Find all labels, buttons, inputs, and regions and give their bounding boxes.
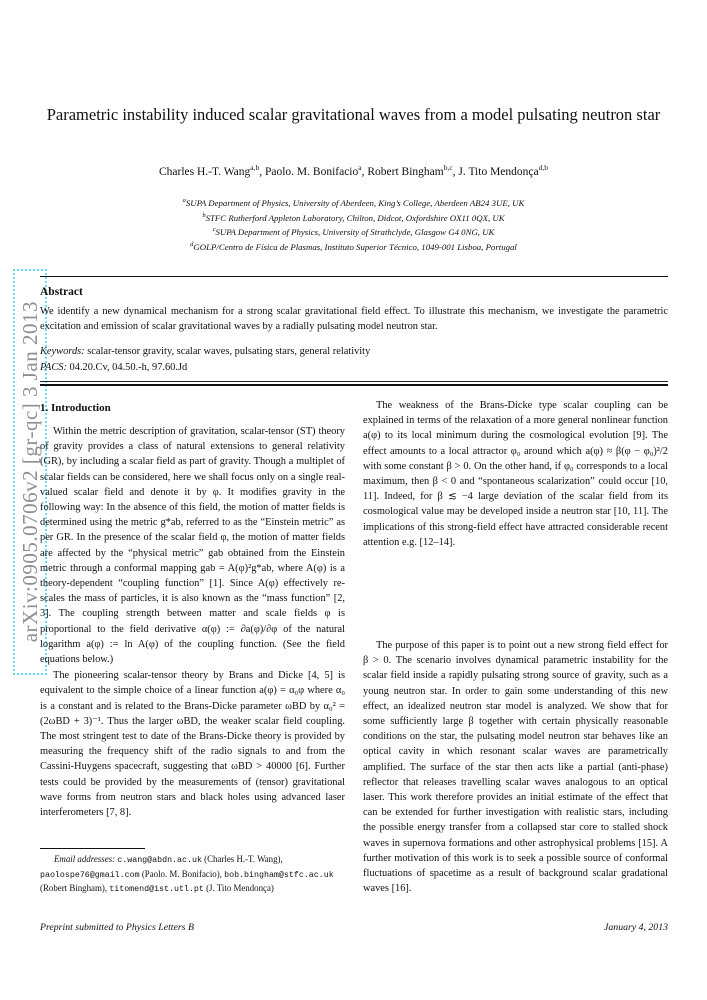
email-address: titomend@ist.utl.pt: [109, 885, 204, 895]
email-address: c.wang@abdn.ac.uk: [117, 856, 202, 865]
author-affiliation-marker: d,b: [538, 163, 548, 172]
author-separator: ,: [452, 165, 459, 178]
footnote-name: (J. Tito Mendonça): [203, 883, 274, 894]
affiliation-marker: a: [182, 197, 186, 204]
affiliation-text: SUPA Department of Physics, University of Aberdeen, King’s College, Aberdeen AB24 3UE, UK: [185, 197, 525, 208]
pacs-line: [40, 362, 668, 373]
paper-title-text: Parametric instability induced scalar gravitational waves from a model pulsating neutron star: [46, 105, 661, 124]
footnote-text: [40, 853, 345, 897]
abstract-heading: Abstract: [40, 286, 83, 298]
paragraph: The weakness of the Brans-Dicke type scalar coupling can be explained in terms of the relaxation of a more general nonlinear function a(φ) to its local minimum during the cosmological evolution [9]. The effect amounts to a local attractor φ₀ around which a(φ) ≈ β(φ − φ₀)²/2 with some constant β > 0. On the other hand, if φ₀ corresponds to a local maximum, then β < 0 and “spontaneous scalarization” could occur [10, 11]. Indeed, for β ≲ −4 large deviation of the scalar field from its cosmological value may be developed inside a neutron star [10, 11]. The implications of this strong-field effect have attracted considerable recent attention e.g. [12–14].: [363, 400, 668, 548]
footnote-name: (Paolo. M. Bonifacio),: [139, 868, 225, 879]
keywords-label: Keywords:: [40, 346, 85, 357]
pacs-label: PACS:: [40, 362, 67, 373]
author-name: Paolo. M. Bonifacio: [264, 165, 359, 178]
affiliation-marker: c: [212, 226, 216, 234]
footnote-name: (Robert Bingham),: [40, 883, 110, 894]
keywords-line: [40, 346, 668, 357]
authors-line: [0, 163, 707, 178]
author-name: Charles H.-T. Wang: [159, 165, 251, 178]
body-columns: [40, 398, 668, 896]
author-separator: ,: [361, 165, 368, 178]
email-address: paolospe76@gmail.com: [40, 870, 140, 880]
author-separator: ,: [259, 165, 265, 178]
email-address: bob.bingham@stfc.ac.uk: [224, 870, 334, 880]
author-affiliation-marker: a: [358, 163, 362, 172]
keywords-text: scalar-tensor gravity, scalar waves, pulsating stars, general relativity: [84, 346, 371, 357]
affiliation-text: SUPA Department of Physics, University of Strathclyde, Glasgow G4 0NG, UK: [215, 227, 495, 238]
footer-date: January 4, 2013: [604, 922, 668, 933]
footnote-label: Email addresses:: [54, 854, 118, 864]
footnote: [40, 848, 345, 897]
author-name: Robert Bingham: [367, 165, 444, 178]
right-column: [363, 398, 668, 896]
arxiv-stamp-text: arXiv:0905.0706v2 [gr-qc] 3 Jan 2013: [17, 301, 42, 643]
footer-journal: Preprint submitted to Physics Letters B: [40, 922, 194, 933]
author-affiliation-marker: b,c: [443, 163, 453, 172]
affiliation-text: GOLP/Centro de Física de Plasmas, Instituto Superior Técnico, 1049-001 Lisboa, Portugal: [193, 242, 517, 253]
affiliation-marker: b: [202, 211, 206, 219]
paragraph: Within the metric description of gravitation, scalar-tensor (ST) theory of gravity provides a class of natural extensions to general relativity (GR), by including a scalar field as part of gravity. Though a multiplet of scalar fields can be considered, here we shall focus only on a single real-valued scalar field and denote it by φ. It modifies gravity in the following way: In the absence of this field, the motion of matter fields is determined using the metric g*ab, referred to as the “Einstein metric” as per GR. In the presence of the scalar field φ, the motion of matter fields are affected by the “physical metric” gab obtained from the Einstein metric through a conformal mapping gab = A(φ)²g*ab, where A(φ) is a theory-dependent “coupling function” [1]. Since A(φ) effectively re-scales the mass of particles, it is also known as the “mass function” [2, 3]. The coupling strength between matter and scale fields φ is proportional to the field derivative α(φ) := ∂a(φ)/∂φ of the natural logarithm a(φ) := ln A(φ) of the coupling function. (See the field equations below.): [40, 426, 345, 666]
author-affiliation-marker: a,b: [250, 163, 260, 172]
abstract-text: We identify a new dynamical mechanism for a strong scalar gravitational field effect. To illustrate this mechanism, we investigate the parametric excitation and emission of scalar gravitational waves by a radially pulsating model neutron star.: [40, 306, 668, 333]
paragraph: The pioneering scalar-tensor theory by Brans and Dicke [4, 5] is equivalent to the simple choice of a linear function a(φ) = α₀φ where α₀ is a constant and is related to the Brans-Dicke parameter ωBD by α₀² = (2ωBD + 3)⁻¹. Thus the larger ωBD, the weaker scalar field coupling. The most stringent test to date of the Brans-Dicke theory is provided by measuring the frequency shift of the radio signals to and from the Cassini-Huygens spacecraft, suggesting that ωBD > 40000 [6]. Further tests could be provided by the measurements of (tensor) gravitational wave forms from neutron stars and black holes using advanced laser interferometers [7, 8].: [40, 670, 345, 819]
affiliation-marker: d: [190, 241, 194, 249]
paper-title: [0, 103, 707, 126]
affiliation-line: [0, 210, 707, 225]
abstract-rule-bottom: [40, 381, 668, 386]
affiliation-line: [0, 195, 707, 210]
affiliation-text: STFC Rutherford Appleton Laboratory, Chilton, Didcot, Oxfordshire OX11 0QX, UK: [205, 212, 505, 223]
left-column: [40, 398, 345, 896]
pacs-text: 04.20.Cv, 04.50.-h, 97.60.Jd: [66, 362, 188, 373]
author-name: J. Tito Mendonça: [458, 165, 539, 178]
section-heading-introduction: 1. Introduction: [40, 402, 111, 414]
footnote-rule: [40, 848, 145, 849]
affiliation-line: [0, 224, 707, 239]
footnote-name: (Charles H.-T. Wang),: [201, 854, 283, 864]
paragraph: The purpose of this paper is to point out a new strong field effect for β > 0. The scenario involves dynamical parametric instability for the scalar field inside a rapidly pulsating strong source of gravity, such as a young neutron star. In order to gain some understanding of this new effect, an idealized neutron star model is analyzed. We show that for some sufficiently large β together with certain physically reasonable conditions on the star, the pulsating model neutron star behaves like an optical cavity in which resonant scalar waves are parametrically amplified. The surface of the star then acts like a partial (anti-phase) reflector that releases travelling scalar waves analogous to an optical laser. This work therefore provides an initial estimate of the effect that can be extended for further investigation with realistic stars, including the possible energy transfer from a collapsed star core to stalled shock waves in supernova formations and other astrophysical problems [15]. A further motivation of this work is to seek a possible source of conformal fluctuations of spacetime as a result of background scalar gradational waves [16].: [363, 640, 668, 895]
abstract-rule-top: [40, 276, 668, 277]
footer: [40, 922, 668, 933]
affiliation-line: [0, 239, 707, 254]
affiliations-block: [0, 195, 707, 254]
